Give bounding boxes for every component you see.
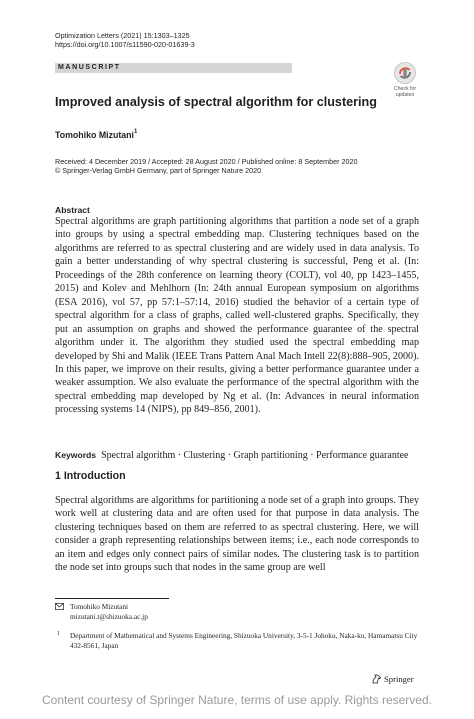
article-title: Improved analysis of spectral algorithm for clustering — [55, 95, 377, 109]
manuscript-bar — [55, 63, 292, 73]
check-for-updates-icon — [394, 62, 416, 84]
author-affiliation-mark: 1 — [134, 129, 138, 135]
introduction-body: Spectral algorithms are algorithms for partitioning a node set of a graph into groups. They work well at clustering data and are often used for that purpose in data analysis. The clustering techniques based on them are referred to as spectral clustering. Here, we will consider a graph representing relationships between items; i.e., each node corresponds to an item and edges only connect pairs of similar nodes. The clustering task is to partition the node set into groups such that nodes in the same group are well — [55, 495, 419, 574]
affiliation-mark: 1 — [57, 631, 60, 637]
keywords-list: Spectral algorithm · Clustering · Graph partitioning · Performance guarantee — [101, 450, 409, 461]
rights-watermark: Content courtesy of Springer Nature, terms of use apply. Rights reserved. — [42, 693, 432, 707]
author-name[interactable]: Tomohiko Mizutani — [55, 129, 134, 140]
publication-dates: Received: 4 December 2019 / Accepted: 28 August 2020 / Published online: 8 September 2020 — [55, 157, 358, 166]
affiliation-text: Department of Mathematical and Systems Engineering, Shizuoka University, 3-5-1 Johoku, Naka-ku, Hamamatsu City 432-8561, Japan — [70, 631, 418, 650]
check-for-updates-label: Check for — [393, 86, 417, 92]
manuscript-label: MANUSCRIPT — [58, 64, 121, 71]
section-heading-introduction: 1 Introduction — [55, 470, 126, 482]
keywords — [55, 449, 419, 463]
corresponding-author-email[interactable]: mizutani.t@shizuoka.ac.jp — [70, 612, 148, 621]
abstract-heading: Abstract — [55, 205, 90, 215]
journal-citation: Optimization Letters (2021) 15:1303–1325 — [55, 31, 190, 40]
check-for-updates-badge[interactable] — [392, 62, 418, 102]
copyright-notice: © Springer-Verlag GmbH Germany, part of Springer Nature 2020 — [55, 166, 262, 175]
springer-name: Springer — [384, 674, 414, 684]
keywords-label: Keywords — [55, 450, 97, 460]
envelope-icon — [55, 603, 64, 610]
corresponding-author-name: Tomohiko Mizutani — [70, 602, 129, 611]
check-for-updates-label-2: updates — [395, 92, 415, 98]
springer-horse-icon — [371, 673, 382, 684]
doi-link[interactable]: https://doi.org/10.1007/s11590-020-01639-3 — [55, 40, 195, 49]
footnote-divider — [55, 598, 169, 599]
abstract-body: Spectral algorithms are graph partitioning algorithms that partition a node set of a graph into groups by using a spectral embedding map. Clustering techniques based on the algorithms are referred to as spectral clustering and are widely used in data analysis. To gain a better understanding of why spectral clustering is successful, Peng et al. (In: Proceedings of the 28th conference on learning theory (COLT), vol 40, pp 1423–1455, 2015) and Kolev and Mehlhorn (In: 24th annual European symposium on algorithms (ESA 2016), vol 57, pp 57:1–57:14, 2016) studied the behavior of a certain type of spectral algorithm for a class of graphs, called well-clustered graphs. Specifically, they put an assumption on graphs and showed the performance guarantee of the spectral algorithm under it. The algorithm they studied used the spectral embedding map developed by Shi and Malik (IEEE Trans Pattern Anal Mach Intell 22(8):888–905, 2000). In this paper, we improve on their results, giving a better performance guarantee under a weaker assumption. We also evaluate the performance of the spectral algorithm with the spectral embedding map developed by Ng et al. (In: Advances in neural information processing systems 14 (NIPS), pp 849–856, 2001). — [55, 216, 419, 416]
springer-logo — [371, 673, 420, 685]
author-line — [55, 128, 137, 141]
